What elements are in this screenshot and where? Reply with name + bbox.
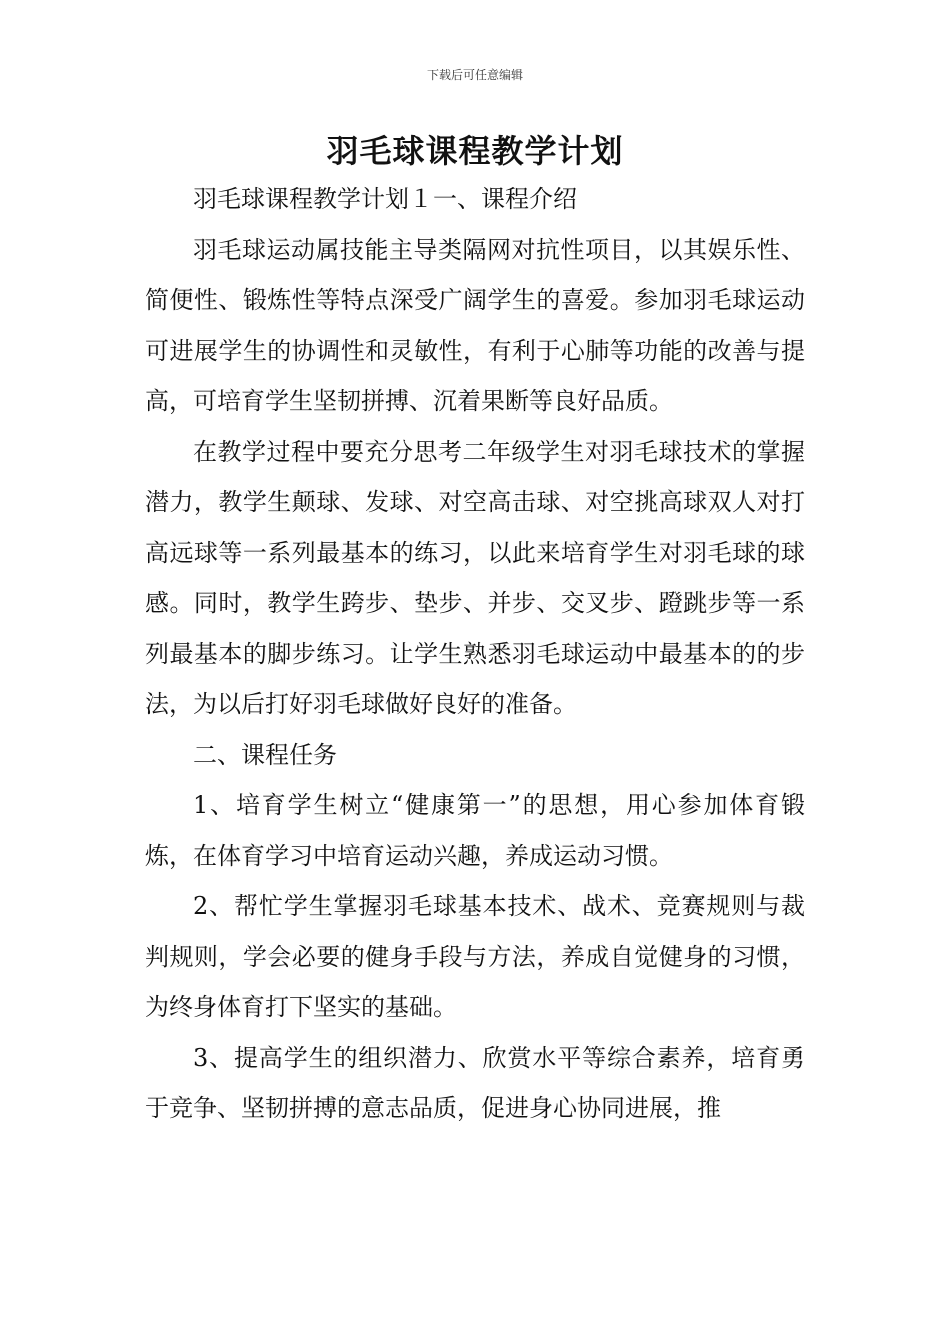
document-title: 羽毛球课程教学计划 <box>326 132 624 170</box>
paragraph-course-intro-heading: 羽毛球课程教学计划１一、课程介绍 <box>193 185 577 213</box>
paragraph-badminton-description: 羽毛球运动属技能主导类隔网对抗性项目，以其娱乐性、简便性、锻炼性等特点深受广阔学生的喜爱。参加羽毛球运动可进展学生的协调性和灵敏性，有利于心肺等功能的改善与提高，可培育学生坚韧拼搏、沉着果断等良好品质。 <box>145 235 805 415</box>
header-note: 下载后可任意编辑 <box>426 68 523 82</box>
paragraph-task-2: 2、帮忙学生掌握羽毛球基本技术、战术、竞赛规则与裁判规则，学会必要的健身手段与方法，养成自觉健身的习惯，为终身体育打下坚实的基础。 <box>145 892 805 1021</box>
paragraph-task-1: 1、培育学生树立“健康第一”的思想，用心参加体育锻炼，在体育学习中培育运动兴趣，养成运动习惯。 <box>145 791 805 870</box>
document-body <box>145 174 805 1134</box>
paragraph-task-3: 3、提高学生的组织潜力、欣赏水平等综合素养，培育勇于竞争、坚韧拼搏的意志品质，促进身心协同进展，推 <box>145 1043 805 1122</box>
paragraph-teaching-process: 在教学过程中要充分思考二年级学生对羽毛球技术的掌握潜力，教学生颠球、发球、对空高击球、对空挑高球双人对打高远球等一系列最基本的练习，以此来培育学生对羽毛球的球感。同时，教学生跨步、垫步、并步、交叉步、蹬跳步等一系列最基本的脚步练习。让学生熟悉羽毛球运动中最基本的的步法，为以后打好羽毛球做好良好的准备。 <box>145 437 805 718</box>
paragraph-course-tasks-heading: 二、课程任务 <box>193 740 337 769</box>
